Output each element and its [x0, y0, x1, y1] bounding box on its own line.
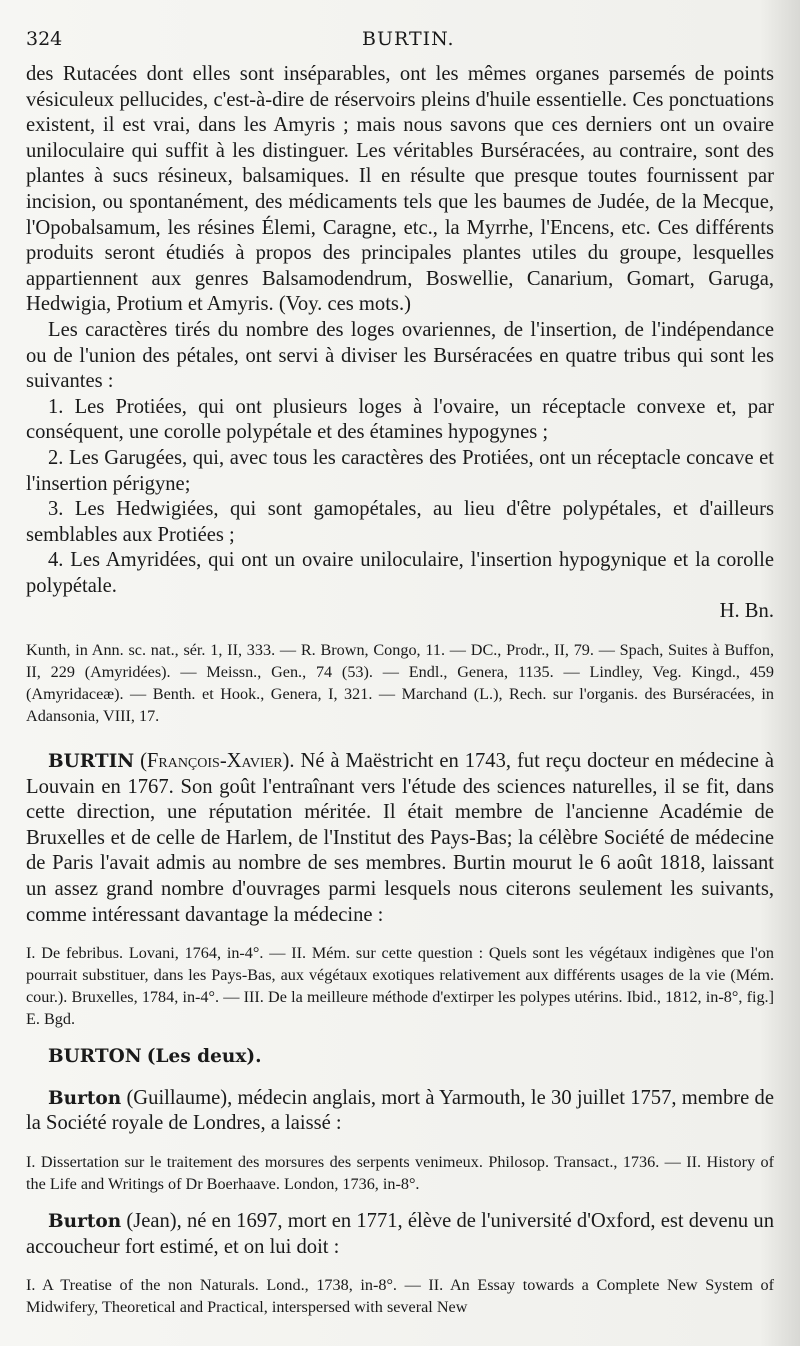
- entry-headword: BURTON: [48, 1046, 142, 1068]
- entry-signature: E. Bgd.: [26, 1010, 76, 1029]
- page-header: [26, 28, 776, 54]
- entry-text: (Guillaume), médecin anglais, mort à Yarmouth, le 30 juillet 1757, membre de la Société royale de Londres, a laissé :: [26, 1086, 774, 1135]
- tribes-intro-paragraph: Les caractères tirés du nombre des loges ovariennes, de l'insertion, de l'indépendance ou de l'union des pétales, ont servi à diviser les Burséracées en quatre tribus qui sont les suivantes :: [26, 318, 774, 393]
- works-text: I. De febribus. Lovani, 1764, in-4°. — II. Mém. sur cette question : Quels sont les végétaux indigènes que l'on pourrait substituer, dans les Pays-Bas, aux végétaux exotiques relativement aux différents usages de la vie (Mém. cour.). Bruxelles, 1784, in-4°. — III. De la meilleure méthode d'extirper les polypes utérins. Ibid., 1812, in-8°, fig.]: [26, 944, 774, 1007]
- tribe-item: 2. Les Garugées, qui, avec tous les caractères des Protiées, ont un réceptacle concave et l'insertion périgyne;: [26, 446, 774, 495]
- running-head: BURTIN.: [362, 28, 455, 50]
- bibliography: Kunth, in Ann. sc. nat., sér. 1, II, 333. — R. Brown, Congo, 11. — DC., Prodr., II, 79. — Spach, Suites à Buffon, II, 229 (Amyridées). — Meissn., Gen., 74 (53). — Endl., Genera, 1135. — Lindley, Veg. Kingd., 459 (Amyridaceæ). — Benth. et Hook., Genera, I, 321. — Marchand (L.), Rech. sur l'organis. des Burséracées, in Adansonia, VIII, 17.: [26, 641, 774, 726]
- entry-headword: Burton: [48, 1211, 122, 1232]
- entry-text: (Jean), né en 1697, mort en 1771, élève de l'université d'Oxford, est devenu un accoucheur fort estimé, et on lui doit :: [26, 1210, 774, 1258]
- page-number: 324: [26, 28, 63, 50]
- tribe-item: 4. Les Amyridées, qui ont un ovaire uniloculaire, l'insertion hypogynique et la corolle polypétale.: [26, 549, 774, 597]
- tribe-item: 1. Les Protiées, qui ont plusieurs loges à l'ovaire, un réceptacle convexe et, par conséquent, une corolle polypétale et des étamines hypogynes ;: [26, 395, 774, 444]
- body-text: [26, 62, 774, 1332]
- entry-burton-les-deux: [26, 1044, 774, 1070]
- entry-text: (Les deux).: [146, 1046, 262, 1068]
- entry-burton-guillaume: [26, 1086, 774, 1137]
- entry-burton-jean: [26, 1209, 774, 1260]
- entry-headword: Burton: [48, 1087, 122, 1109]
- entry-text: Né à Maëstricht en 1743, fut reçu docteur en médecine à Louvain en 1767. Son goût l'entraînant vers l'étude des sciences naturelles, il se fit, dans cette direction, une réputation méritée. Il était membre de l'ancienne Académie de Bruxelles et de celle de Harlem, de l'Institut des Pays-Bas; la célèbre Société de médecine de Paris l'avait admis au nombre de ses membres. Burtin mourut le 6 août 1818, laissant un assez grand nombre d'ouvrages parmi lesquels nous citerons seulement les suivants, comme intéressant davantage la médecine :: [26, 750, 774, 926]
- author-signature: H. Bn.: [719, 600, 774, 623]
- intro-paragraph: des Rutacées dont elles sont inséparables, ont les mêmes organes parsemés de points vésiculeux pellucides, c'est-à-dire de réservoirs pleins d'huile essentielle. Ces ponctuations existent, il est vrai, dans les Amyris ; mais nous savons que ces derniers ont un ovaire uniloculaire qui suffit à les distinguer. Les véritables Burséracées, au contraire, sont des plantes à sucs résineux, balsamiques. Il en résulte que presque toutes fournissent par incision, ou spontanément, des médicaments tels que les baumes de Judée, de la Mecque, l'Opobalsamum, les résines Élemi, Caragne, etc., la Myrrhe, l'Encens, etc. Ces différents produits seront étudiés à propos des principales plantes utiles du groupe, lesquelles appartiennent aux genres Balsamodendrum, Boswellie, Canarium, Gomart, Garuga, Hedwigia, Protium et Amyris. (Voy. ces mots.): [26, 63, 774, 316]
- entry-works: I. Dissertation sur le traitement des morsures des serpents venimeux. Philosop. Transact., 1736. — II. History of the Life and Writings of Dr Boerhaave. London, 1736, in-8°.: [26, 1153, 774, 1193]
- tribe-item: 3. Les Hedwigiées, qui sont gamopétales, au lieu d'être polypétales, et d'ailleurs semblables aux Protiées ;: [26, 498, 774, 546]
- entry-works: [26, 942, 774, 1030]
- entry-works: I. A Treatise of the non Naturals. Lond., 1738, in-8°. — II. An Essay towards a Complete New System of Midwifery, Theoretical and Practical, interspersed with several New: [26, 1276, 774, 1317]
- entry-burtin: [26, 749, 774, 928]
- entry-headword: BURTIN: [48, 751, 135, 773]
- entry-name: (François-Xavier).: [140, 750, 295, 773]
